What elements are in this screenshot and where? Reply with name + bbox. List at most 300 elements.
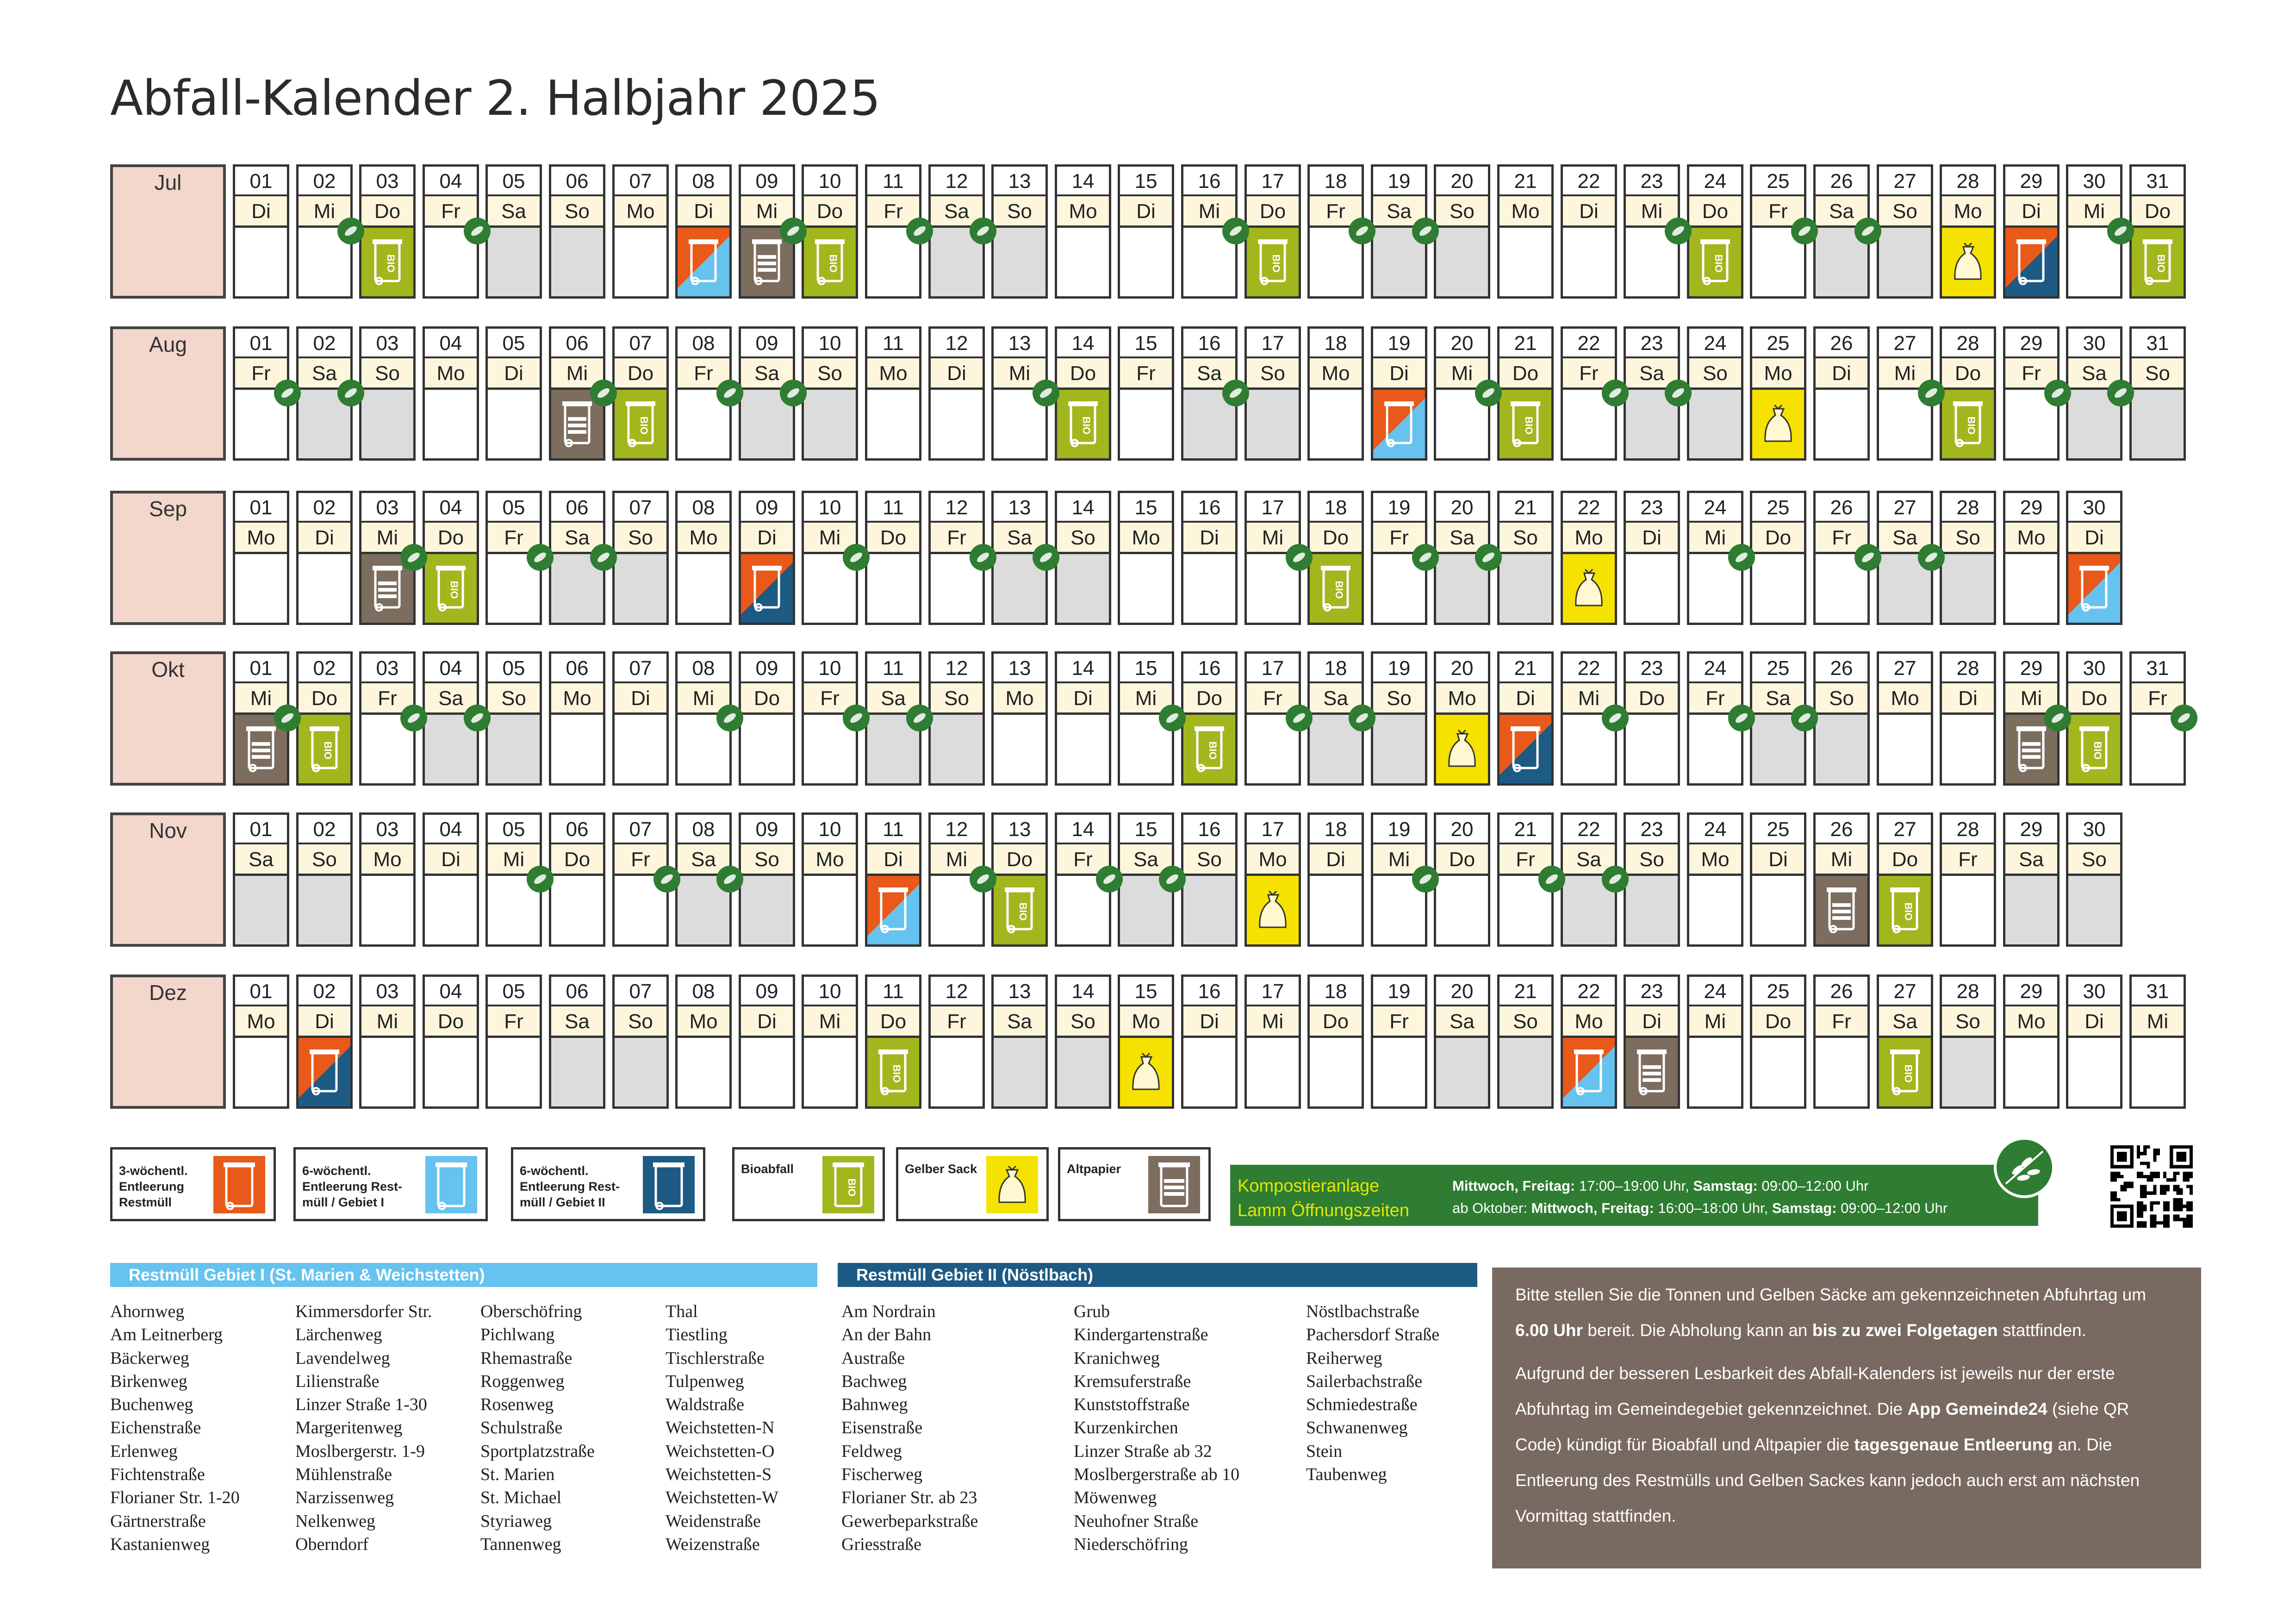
restmuell-bin-icon bbox=[643, 1156, 695, 1213]
leaf-icon bbox=[1602, 380, 1629, 406]
weekday: Fr bbox=[235, 358, 287, 390]
gebiet2-street-column bbox=[1306, 1300, 1439, 1486]
leaf-icon bbox=[970, 544, 996, 571]
weekday: Di bbox=[1183, 1006, 1235, 1038]
day-cell bbox=[612, 974, 669, 1109]
weekday: Mi bbox=[1563, 683, 1615, 715]
svg-text:BIO: BIO bbox=[638, 416, 650, 435]
day-body bbox=[741, 876, 793, 944]
weekday: So bbox=[1689, 358, 1741, 390]
day-number: 15 bbox=[1120, 654, 1172, 683]
day-number: 03 bbox=[361, 167, 413, 196]
svg-text:BIO: BIO bbox=[2092, 741, 2103, 760]
weekday: Sa bbox=[867, 683, 919, 715]
street-name: Linzer Straße 1-30 bbox=[295, 1395, 427, 1415]
day-body bbox=[2005, 876, 2057, 944]
day-number: 13 bbox=[994, 654, 1045, 683]
day-cell bbox=[1561, 164, 1617, 299]
day-number: 08 bbox=[678, 654, 729, 683]
day-cell bbox=[1750, 651, 1806, 786]
day-number: 18 bbox=[1310, 329, 1362, 358]
weekday: Di bbox=[235, 196, 287, 228]
weekday: Di bbox=[2068, 523, 2120, 554]
day-number: 09 bbox=[741, 977, 793, 1006]
weekday: Di bbox=[1626, 1006, 1678, 1038]
day-number: 10 bbox=[804, 329, 856, 358]
day-cell bbox=[802, 974, 858, 1109]
day-cell bbox=[1497, 326, 1554, 461]
leaf-icon bbox=[716, 705, 743, 731]
day-number: 27 bbox=[1879, 167, 1931, 196]
day-cell bbox=[1877, 651, 1933, 786]
weekday: Mi bbox=[2132, 1006, 2184, 1038]
day-cell bbox=[1497, 164, 1554, 299]
weekday: Sa bbox=[994, 523, 1045, 554]
street-name: Weizenstraße bbox=[666, 1534, 760, 1554]
day-body bbox=[1183, 1038, 1235, 1106]
day-cell bbox=[1244, 326, 1301, 461]
weekday: Sa bbox=[1436, 1006, 1488, 1038]
day-number: 04 bbox=[425, 167, 477, 196]
day-cell bbox=[2066, 812, 2122, 947]
day-number: 02 bbox=[299, 815, 350, 844]
day-number: 11 bbox=[867, 329, 919, 358]
day-body bbox=[2005, 554, 2057, 623]
day-number: 31 bbox=[2132, 977, 2184, 1006]
day-body bbox=[235, 228, 287, 296]
leaf-icon bbox=[1791, 218, 1818, 244]
weekday: So bbox=[741, 844, 793, 876]
day-cell bbox=[549, 491, 605, 625]
day-cell bbox=[1181, 164, 1238, 299]
day-cell bbox=[1750, 326, 1806, 461]
street-name: Am Leitnerberg bbox=[110, 1325, 223, 1345]
day-number: 12 bbox=[931, 654, 983, 683]
day-number: 16 bbox=[1183, 815, 1235, 844]
weekday: Di bbox=[741, 523, 793, 554]
leaf-icon bbox=[1538, 866, 1565, 893]
qr-code-icon[interactable] bbox=[2110, 1145, 2193, 1228]
day-cell bbox=[865, 164, 921, 299]
day-cell bbox=[2003, 974, 2060, 1109]
day-cell bbox=[1244, 812, 1301, 947]
weekday: So bbox=[1942, 523, 1994, 554]
svg-text:BIO: BIO bbox=[846, 1178, 858, 1197]
weekday: Fr bbox=[1057, 844, 1109, 876]
day-number: 14 bbox=[1057, 977, 1109, 1006]
day-cell bbox=[1940, 164, 1996, 299]
day-number: 04 bbox=[425, 329, 477, 358]
gebiet2-street-column bbox=[841, 1300, 978, 1556]
day-number: 20 bbox=[1436, 654, 1488, 683]
day-cell bbox=[1561, 491, 1617, 625]
day-body bbox=[1752, 1038, 1804, 1106]
weekday: Di bbox=[1057, 683, 1109, 715]
weekday: So bbox=[1057, 523, 1109, 554]
day-cell bbox=[549, 164, 605, 299]
leaf-icon bbox=[400, 705, 427, 731]
day-body bbox=[1563, 228, 1615, 296]
day-number: 05 bbox=[488, 329, 540, 358]
leaf-icon bbox=[1665, 218, 1692, 244]
weekday: Mi bbox=[1816, 844, 1867, 876]
street-name: Pichlwang bbox=[480, 1325, 555, 1345]
weekday: Sa bbox=[931, 196, 983, 228]
day-cell bbox=[1434, 164, 1490, 299]
leaf-icon bbox=[716, 380, 743, 406]
weekday: Sa bbox=[1310, 683, 1362, 715]
weekday: Sa bbox=[741, 358, 793, 390]
day-number: 13 bbox=[994, 977, 1045, 1006]
day-cell bbox=[1497, 974, 1554, 1109]
weekday: Di bbox=[2068, 1006, 2120, 1038]
altpapier-bin-icon bbox=[1626, 1038, 1678, 1106]
day-cell bbox=[1371, 651, 1427, 786]
weekday: Di bbox=[299, 1006, 350, 1038]
day-body bbox=[1942, 554, 1994, 623]
street-name: Oberschöfring bbox=[480, 1302, 582, 1321]
day-number: 28 bbox=[1942, 977, 1994, 1006]
day-number: 11 bbox=[867, 815, 919, 844]
day-number: 22 bbox=[1563, 654, 1615, 683]
day-body bbox=[1689, 390, 1741, 458]
weekday: Sa bbox=[994, 1006, 1045, 1038]
weekday: So bbox=[2068, 844, 2120, 876]
street-name: Rosenweg bbox=[480, 1395, 554, 1415]
weekday: Sa bbox=[1436, 523, 1488, 554]
weekday: Sa bbox=[1879, 523, 1931, 554]
weekday: Fr bbox=[1752, 196, 1804, 228]
altpapier-bin-icon bbox=[1148, 1156, 1200, 1213]
leaf-icon bbox=[1918, 544, 1945, 571]
day-cell bbox=[485, 164, 542, 299]
day-cell bbox=[1750, 164, 1806, 299]
weekday: Do bbox=[1752, 523, 1804, 554]
leaf-icon bbox=[780, 218, 807, 244]
day-cell bbox=[865, 491, 921, 625]
day-cell bbox=[1307, 164, 1364, 299]
bio-bin-icon bbox=[994, 876, 1045, 944]
leaf-icon bbox=[1602, 705, 1629, 731]
weekday: Di bbox=[1183, 523, 1235, 554]
day-number: 20 bbox=[1436, 815, 1488, 844]
day-cell bbox=[2066, 326, 2122, 461]
weekday: Do bbox=[1500, 358, 1551, 390]
day-cell bbox=[1750, 812, 1806, 947]
day-cell bbox=[675, 491, 732, 625]
leaf-icon bbox=[1475, 380, 1502, 406]
day-number: 12 bbox=[931, 329, 983, 358]
day-cell bbox=[549, 812, 605, 947]
day-cell bbox=[1371, 491, 1427, 625]
day-number: 08 bbox=[678, 815, 729, 844]
day-cell bbox=[739, 812, 795, 947]
street-name: Austraße bbox=[841, 1348, 905, 1368]
gebiet1-header: Restmüll Gebiet I (St. Marien & Weichstetten) bbox=[110, 1263, 817, 1287]
weekday: Di bbox=[678, 196, 729, 228]
day-number: 21 bbox=[1500, 815, 1551, 844]
month-label: Sep bbox=[110, 491, 226, 625]
day-cell bbox=[296, 651, 353, 786]
day-body bbox=[1057, 228, 1109, 296]
weekday: Mi bbox=[678, 683, 729, 715]
day-cell bbox=[612, 491, 669, 625]
day-cell bbox=[612, 812, 669, 947]
day-cell bbox=[739, 164, 795, 299]
weekday: Mi bbox=[931, 844, 983, 876]
weekday: Sa bbox=[425, 683, 477, 715]
street-name: Waldstraße bbox=[666, 1395, 744, 1415]
weekday: Mi bbox=[299, 196, 350, 228]
day-cell bbox=[1813, 164, 1870, 299]
svg-text:BIO: BIO bbox=[891, 1064, 902, 1083]
day-body bbox=[1500, 554, 1551, 623]
gelber-sack-icon bbox=[1563, 554, 1615, 623]
day-number: 20 bbox=[1436, 167, 1488, 196]
day-cell bbox=[1307, 812, 1364, 947]
leaf-icon bbox=[1159, 705, 1186, 731]
day-cell bbox=[1624, 491, 1680, 625]
day-number: 30 bbox=[2068, 815, 2120, 844]
street-name: Oberndorf bbox=[295, 1534, 369, 1554]
day-cell bbox=[359, 974, 416, 1109]
day-number: 09 bbox=[741, 493, 793, 523]
street-name: Sportplatzstraße bbox=[480, 1441, 595, 1461]
day-number: 31 bbox=[2132, 654, 2184, 683]
notice-paragraph-2: Aufgrund der besseren Lesbarkeit des Abfall-Kalenders ist jeweils nur der erste Abfuhrtag im Gemeindegebiet gekennzeichnet. Die App Gemeinde24 (siehe QR Code) kündigt für Bioabfall und Altpapier die tagesgenaue Entleerung an. Die Entleerung des Restmülls und Gelben Sackes kann jedoch auch erst am nächsten Vormittag stattfinden. bbox=[1515, 1364, 2140, 1525]
weekday: So bbox=[2132, 358, 2184, 390]
day-number: 13 bbox=[994, 167, 1045, 196]
bio-bin-icon bbox=[361, 228, 413, 296]
street-name: Tiestling bbox=[666, 1325, 728, 1345]
day-number: 01 bbox=[235, 329, 287, 358]
day-number: 24 bbox=[1689, 493, 1741, 523]
day-cell bbox=[1813, 812, 1870, 947]
day-cell bbox=[2066, 491, 2122, 625]
bio-bin-icon bbox=[1879, 1038, 1931, 1106]
street-name: Möwenweg bbox=[1074, 1488, 1157, 1508]
day-cell bbox=[2003, 651, 2060, 786]
day-number: 13 bbox=[994, 329, 1045, 358]
weekday: Sa bbox=[1752, 683, 1804, 715]
day-cell bbox=[296, 164, 353, 299]
day-cell bbox=[1434, 491, 1490, 625]
day-cell bbox=[1244, 164, 1301, 299]
day-cell bbox=[359, 164, 416, 299]
day-body bbox=[994, 228, 1045, 296]
restmuell-gebiet1-bin-icon bbox=[867, 876, 919, 944]
day-cell bbox=[423, 164, 479, 299]
weekday: Mo bbox=[2005, 1006, 2057, 1038]
weekday: So bbox=[1942, 1006, 1994, 1038]
street-name: Neuhofner Straße bbox=[1074, 1511, 1199, 1531]
weekday: So bbox=[1879, 196, 1931, 228]
weekday: So bbox=[615, 1006, 666, 1038]
day-number: 26 bbox=[1816, 654, 1867, 683]
street-name: Kurzenkirchen bbox=[1074, 1418, 1178, 1438]
day-number: 31 bbox=[2132, 329, 2184, 358]
day-body bbox=[488, 228, 540, 296]
weekday: Sa bbox=[299, 358, 350, 390]
leaf-icon bbox=[1286, 544, 1313, 571]
day-cell bbox=[675, 651, 732, 786]
day-cell bbox=[2066, 164, 2122, 299]
svg-text:BIO: BIO bbox=[1966, 416, 1977, 435]
day-cell bbox=[233, 651, 289, 786]
street-name: Bahnweg bbox=[841, 1395, 908, 1415]
day-body bbox=[804, 390, 856, 458]
day-cell bbox=[2129, 651, 2186, 786]
day-number: 26 bbox=[1816, 815, 1867, 844]
legend-bioabfall bbox=[732, 1147, 885, 1221]
day-number: 27 bbox=[1879, 654, 1931, 683]
day-number: 05 bbox=[488, 815, 540, 844]
weekday: Di bbox=[2005, 196, 2057, 228]
kompost-opening-hours bbox=[1230, 1165, 2038, 1226]
day-number: 06 bbox=[551, 167, 603, 196]
leaf-icon bbox=[1412, 544, 1439, 571]
day-body bbox=[931, 390, 983, 458]
day-cell bbox=[1307, 491, 1364, 625]
day-number: 06 bbox=[551, 815, 603, 844]
leaf-icon bbox=[1159, 866, 1186, 893]
day-cell bbox=[1371, 326, 1427, 461]
weekday: Fr bbox=[1310, 196, 1362, 228]
day-body bbox=[1816, 390, 1867, 458]
day-number: 08 bbox=[678, 977, 729, 1006]
day-body bbox=[1942, 876, 1994, 944]
gelber-sack-icon bbox=[1752, 390, 1804, 458]
day-cell bbox=[802, 812, 858, 947]
street-name: Am Nordrain bbox=[841, 1302, 936, 1321]
gebiet1-street-column bbox=[295, 1300, 432, 1556]
day-number: 23 bbox=[1626, 329, 1678, 358]
street-name: Ahornweg bbox=[110, 1302, 185, 1321]
weekday: Do bbox=[1436, 844, 1488, 876]
legend-label: Altpapier bbox=[1067, 1162, 1121, 1176]
notice-paragraph-1: Bitte stellen Sie die Tonnen und Gelben Säcke am gekennzeichneten Abfuhrtag um 6.00 Uhr bereit. Die Abholung kann an bis zu zwei Folgetagen stattfinden. bbox=[1515, 1285, 2147, 1340]
gelber-sack-icon bbox=[1436, 715, 1488, 783]
day-number: 02 bbox=[299, 977, 350, 1006]
svg-text:BIO: BIO bbox=[322, 741, 334, 760]
day-cell bbox=[1055, 974, 1111, 1109]
day-number: 19 bbox=[1373, 977, 1425, 1006]
day-cell bbox=[928, 164, 985, 299]
restmuell-gebiet2-bin-icon bbox=[299, 1038, 350, 1106]
day-cell bbox=[549, 974, 605, 1109]
weekday: Fr bbox=[2005, 358, 2057, 390]
day-cell bbox=[1371, 974, 1427, 1109]
weekday: Fr bbox=[425, 196, 477, 228]
day-number: 12 bbox=[931, 493, 983, 523]
day-body bbox=[1310, 876, 1362, 944]
weekday: So bbox=[1247, 358, 1299, 390]
day-cell bbox=[423, 491, 479, 625]
street-name: Kimmersdorfer Str. bbox=[295, 1302, 432, 1321]
day-number: 02 bbox=[299, 167, 350, 196]
day-number: 21 bbox=[1500, 329, 1551, 358]
day-number: 24 bbox=[1689, 329, 1741, 358]
day-cell bbox=[1624, 974, 1680, 1109]
day-body bbox=[551, 228, 603, 296]
weekday: Fr bbox=[804, 683, 856, 715]
day-number: 17 bbox=[1247, 654, 1299, 683]
restmuell-gebiet1-bin-icon bbox=[1373, 390, 1425, 458]
weekday: Di bbox=[1500, 683, 1551, 715]
weekday: Do bbox=[741, 683, 793, 715]
leaf-icon bbox=[464, 218, 491, 244]
day-body bbox=[615, 1038, 666, 1106]
weekday: Fr bbox=[1373, 1006, 1425, 1038]
day-cell bbox=[928, 812, 985, 947]
day-body bbox=[2068, 1038, 2120, 1106]
day-cell bbox=[928, 651, 985, 786]
street-name: Weichstetten-W bbox=[666, 1488, 778, 1508]
day-number: 11 bbox=[867, 493, 919, 523]
day-cell bbox=[991, 326, 1048, 461]
day-number: 26 bbox=[1816, 977, 1867, 1006]
day-cell bbox=[2129, 974, 2186, 1109]
day-number: 27 bbox=[1879, 329, 1931, 358]
day-body bbox=[1120, 554, 1172, 623]
weekday: Mi bbox=[1689, 1006, 1741, 1038]
day-body bbox=[235, 1038, 287, 1106]
day-number: 25 bbox=[1752, 167, 1804, 196]
day-number: 09 bbox=[741, 815, 793, 844]
street-name: Tischlerstraße bbox=[666, 1348, 765, 1368]
day-body bbox=[2132, 390, 2184, 458]
street-name: Tulpenweg bbox=[666, 1371, 744, 1391]
day-cell bbox=[991, 164, 1048, 299]
leaf-icon bbox=[1918, 380, 1945, 406]
weekday: Fr bbox=[2132, 683, 2184, 715]
weekday: Mo bbox=[615, 196, 666, 228]
weekday: Fr bbox=[1247, 683, 1299, 715]
weekday: Do bbox=[615, 358, 666, 390]
day-cell bbox=[1940, 326, 1996, 461]
day-number: 01 bbox=[235, 977, 287, 1006]
day-cell bbox=[1055, 164, 1111, 299]
day-cell bbox=[1118, 326, 1174, 461]
weekday: Mo bbox=[1057, 196, 1109, 228]
day-body bbox=[1816, 715, 1867, 783]
day-cell bbox=[2003, 164, 2060, 299]
gelber-sack-icon bbox=[1247, 876, 1299, 944]
street-name: Roggenweg bbox=[480, 1371, 565, 1391]
weekday: Mi bbox=[804, 1006, 856, 1038]
day-cell bbox=[1055, 326, 1111, 461]
bio-bin-icon bbox=[1183, 715, 1235, 783]
day-body bbox=[551, 715, 603, 783]
weekday: Di bbox=[425, 844, 477, 876]
day-number: 18 bbox=[1310, 977, 1362, 1006]
street-name: Gärtnerstraße bbox=[110, 1511, 206, 1531]
day-number: 14 bbox=[1057, 815, 1109, 844]
weekday: So bbox=[551, 196, 603, 228]
weekday: Mo bbox=[2005, 523, 2057, 554]
day-number: 08 bbox=[678, 493, 729, 523]
weekday: Fr bbox=[1120, 358, 1172, 390]
leaf-icon bbox=[1728, 705, 1755, 731]
day-body bbox=[361, 390, 413, 458]
weekday: Mo bbox=[361, 844, 413, 876]
bio-bin-icon bbox=[1310, 554, 1362, 623]
day-number: 10 bbox=[804, 977, 856, 1006]
weekday: So bbox=[1500, 523, 1551, 554]
leaf-icon bbox=[590, 544, 617, 571]
street-name: Styriaweg bbox=[480, 1511, 552, 1531]
leaf-icon bbox=[1994, 1137, 2055, 1198]
